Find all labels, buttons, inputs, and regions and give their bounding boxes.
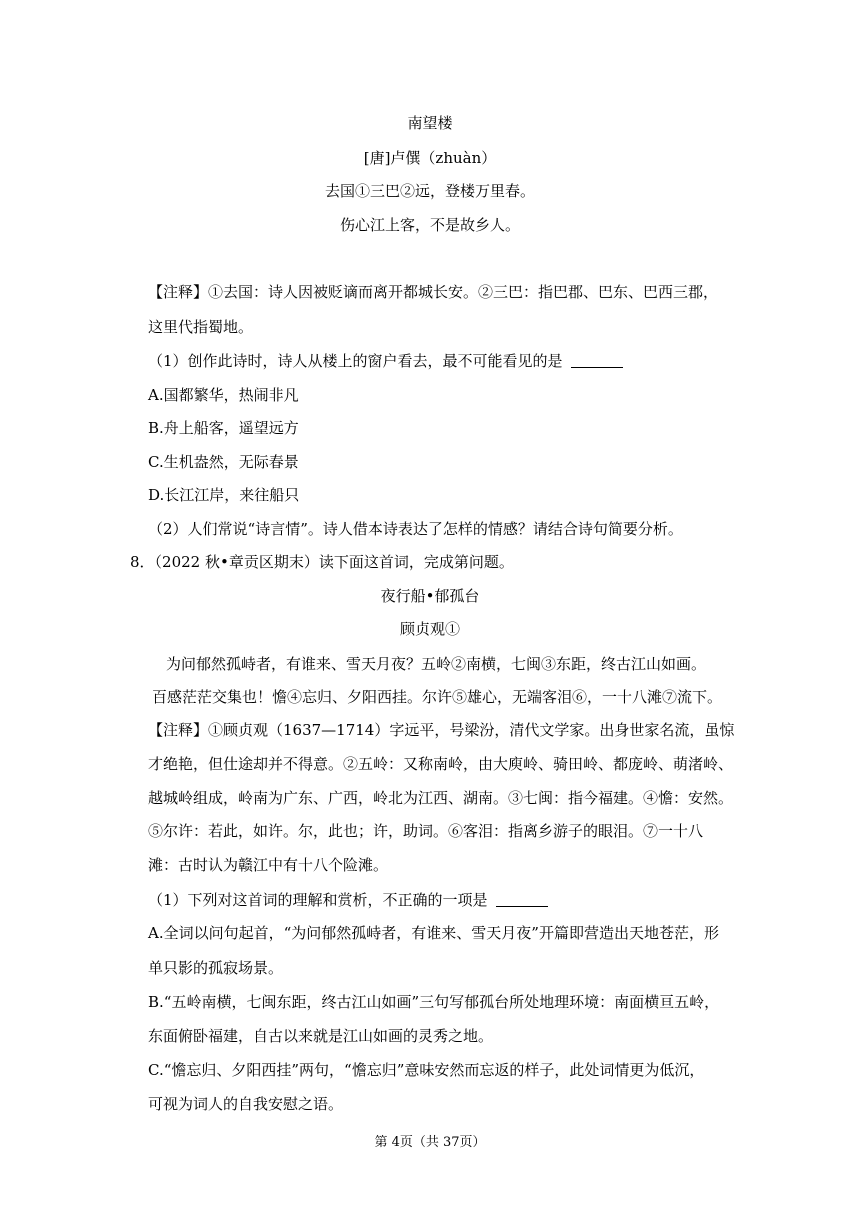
annotation-line: 越城岭组成，岭南为广东、广西，岭北为江西、湖南。③七闽：指今福建。④憺：安然。 <box>148 789 734 807</box>
option-c: C.“憺忘归、夕阳西挂”两句，“憺忘归”意味安然而忘返的样子，此处词情更为低沉， <box>148 1061 705 1079</box>
poem-author: 顾贞观① <box>399 620 460 638</box>
question-stem <box>148 889 728 911</box>
item-heading: 8．（2022 秋•章贡区期末）读下面这首词，完成第问题。 <box>130 553 514 571</box>
option-d: D.长江江岸，来往船只 <box>148 486 300 504</box>
annotation-line: 滩：古时认为赣江中有十八个险滩。 <box>148 856 389 874</box>
answer-blank <box>571 353 623 368</box>
option-b: B.舟上船客，遥望远方 <box>148 419 299 437</box>
option-a-cont: 单只影的孤寂场景。 <box>148 959 284 977</box>
poem-line: 伤心江上客，不是故乡人。 <box>339 216 520 234</box>
poem-line: 为问郁然孤峙者，有谁来、雪天月夜？五岭②南横，七闽③东距，终古江山如画。 <box>166 655 707 673</box>
annotation-line: 才绝艳，但仕途却并不得意。②五岭：又称南岭，由大庾岭、骑田岭、都庞岭、萌渚岭、 <box>148 755 734 773</box>
poem-line: 百感茫茫交集也！憺④忘归、夕阳西挂。尔许⑤雄心，无端客泪⑥，一十八滩⑦流下。 <box>152 688 723 706</box>
option-a: A.国都繁华，热闹非凡 <box>148 386 299 404</box>
question-stem: （2）人们常说“诗言情”。诗人借本诗表达了怎样的情感？请结合诗句简要分析。 <box>148 520 683 538</box>
option-b: B.“五岭南横，七闽东距，终古江山如画”三句写郁孤台所处地理环境：南面横亘五岭， <box>148 993 720 1011</box>
poem-title: 南望楼 <box>407 114 453 132</box>
annotation-line: 【注释】①去国：诗人因被贬谪而离开都城长安。②三巴：指巴郡、巴东、巴西三郡， <box>148 283 719 301</box>
question-stem <box>148 350 728 372</box>
annotation-line: 【注释】①顾贞观（1637—1714）字远平，号梁汾，清代文学家。出身世家名流，虽惊 <box>148 721 735 739</box>
option-b-cont: 东面俯卧福建，自古以来就是江山如画的灵秀之地。 <box>148 1027 494 1045</box>
annotation-line: 这里代指蜀地。 <box>148 318 254 336</box>
poem-author: [唐]卢僎（zhuàn） <box>363 149 497 167</box>
question-text: （1）创作此诗时，诗人从楼上的窗户看去，最不可能看见的是 <box>148 352 563 370</box>
option-c: C.生机盎然，无际春景 <box>148 453 299 471</box>
option-a: A.全词以问句起首，“为问郁然孤峙者，有谁来、雪天月夜”开篇即营造出天地苍茫，形 <box>148 924 719 942</box>
option-c-cont: 可视为词人的自我安慰之语。 <box>148 1095 344 1113</box>
answer-blank <box>496 892 548 907</box>
annotation-line: ⑤尔许：若此，如许。尔，此也；许，助词。⑥客泪：指离乡游子的眼泪。⑦一十八 <box>148 822 704 840</box>
poem-title: 夜行船•郁孤台 <box>380 587 480 605</box>
poem-line: 去国①三巴②远，登楼万里春。 <box>324 182 535 200</box>
page-footer: 第 4页（共 37页） <box>374 1135 486 1150</box>
question-text: （1）下列对这首词的理解和赏析，不正确的一项是 <box>148 891 488 909</box>
